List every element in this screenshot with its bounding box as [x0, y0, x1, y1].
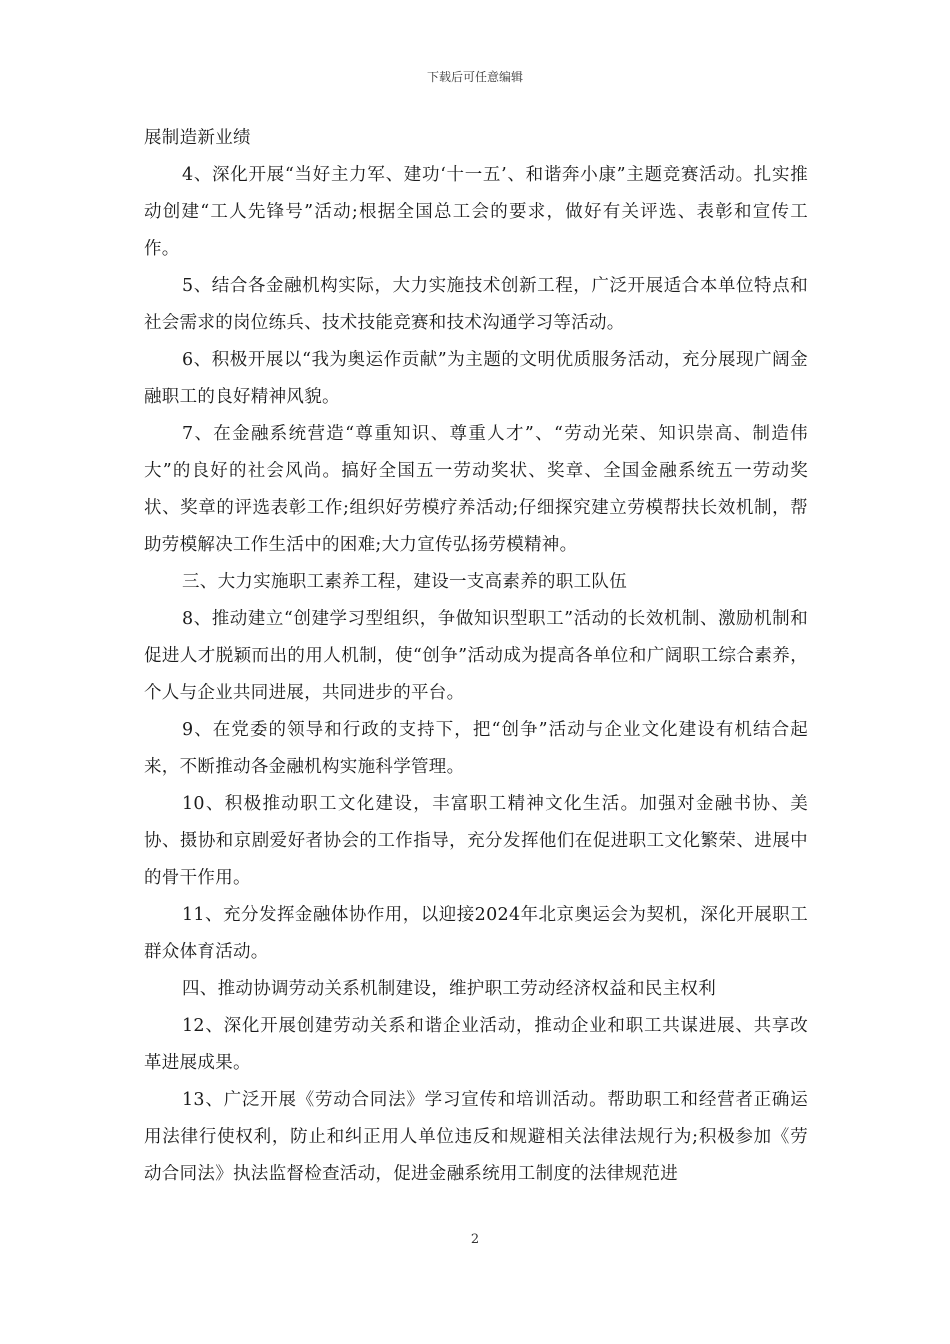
page-header: 下载后可任意编辑 [426, 70, 523, 84]
section-heading-4: 四、推动协调劳动关系机制建设，维护职工劳动经济权益和民主权利 [182, 979, 716, 999]
document-body [144, 120, 808, 1193]
paragraph-item-11: 11、充分发挥金融体协作用，以迎接2024年北京奥运会为契机，深化开展职工群众体育活动。 [144, 905, 808, 962]
paragraph-item-5: 5、结合各金融机构实际，大力实施技术创新工程，广泛开展适合本单位特点和社会需求的岗位练兵、技术技能竞赛和技术沟通学习等活动。 [144, 276, 808, 333]
paragraph-item-9: 9、在党委的领导和行政的支持下，把“创争”活动与企业文化建设有机结合起来，不断推动各金融机构实施科学管理。 [144, 720, 808, 777]
paragraph-item-6: 6、积极开展以“我为奥运作贡献”为主题的文明优质服务活动，充分展现广阔金融职工的良好精神风貌。 [144, 350, 808, 407]
paragraph-item-10: 10、积极推动职工文化建设，丰富职工精神文化生活。加强对金融书协、美协、摄协和京剧爱好者协会的工作指导，充分发挥他们在促进职工文化繁荣、进展中的骨干作用。 [144, 794, 808, 888]
paragraph-item-4: 4、深化开展“当好主力军、建功‘十一五’、和谐奔小康”主题竞赛活动。扎实推动创建“工人先锋号”活动;根据全国总工会的要求，做好有关评选、表彰和宣传工作。 [144, 165, 808, 259]
paragraph-item-7: 7、在金融系统营造“尊重知识、尊重人才”、“劳动光荣、知识崇高、制造伟大”的良好的社会风尚。搞好全国五一劳动奖状、奖章、全国金融系统五一劳动奖状、奖章的评选表彰工作;组织好劳模疗养活动;仔细探究建立劳模帮扶长效机制，帮助劳模解决工作生活中的困难;大力宣传弘扬劳模精神。 [144, 424, 808, 555]
section-heading-3: 三、大力实施职工素养工程，建设一支高素养的职工队伍 [182, 572, 627, 592]
paragraph-item-12: 12、深化开展创建劳动关系和谐企业活动，推动企业和职工共谋进展、共享改革进展成果。 [144, 1016, 808, 1073]
page-number: 2 [470, 1232, 480, 1247]
paragraph-item-13: 13、广泛开展《劳动合同法》学习宣传和培训活动。帮助职工和经营者正确运用法律行使权利，防止和纠正用人单位违反和规避相关法律法规行为;积极参加《劳动合同法》执法监督检查活动，促进金融系统用工制度的法律规范进 [144, 1090, 808, 1184]
paragraph-continuation: 展制造新业绩 [144, 128, 251, 148]
paragraph-item-8: 8、推动建立“创建学习型组织，争做知识型职工”活动的长效机制、激励机制和促进人才脱颖而出的用人机制，使“创争”活动成为提高各单位和广阔职工综合素养，个人与企业共同进展，共同进步的平台。 [144, 609, 808, 703]
